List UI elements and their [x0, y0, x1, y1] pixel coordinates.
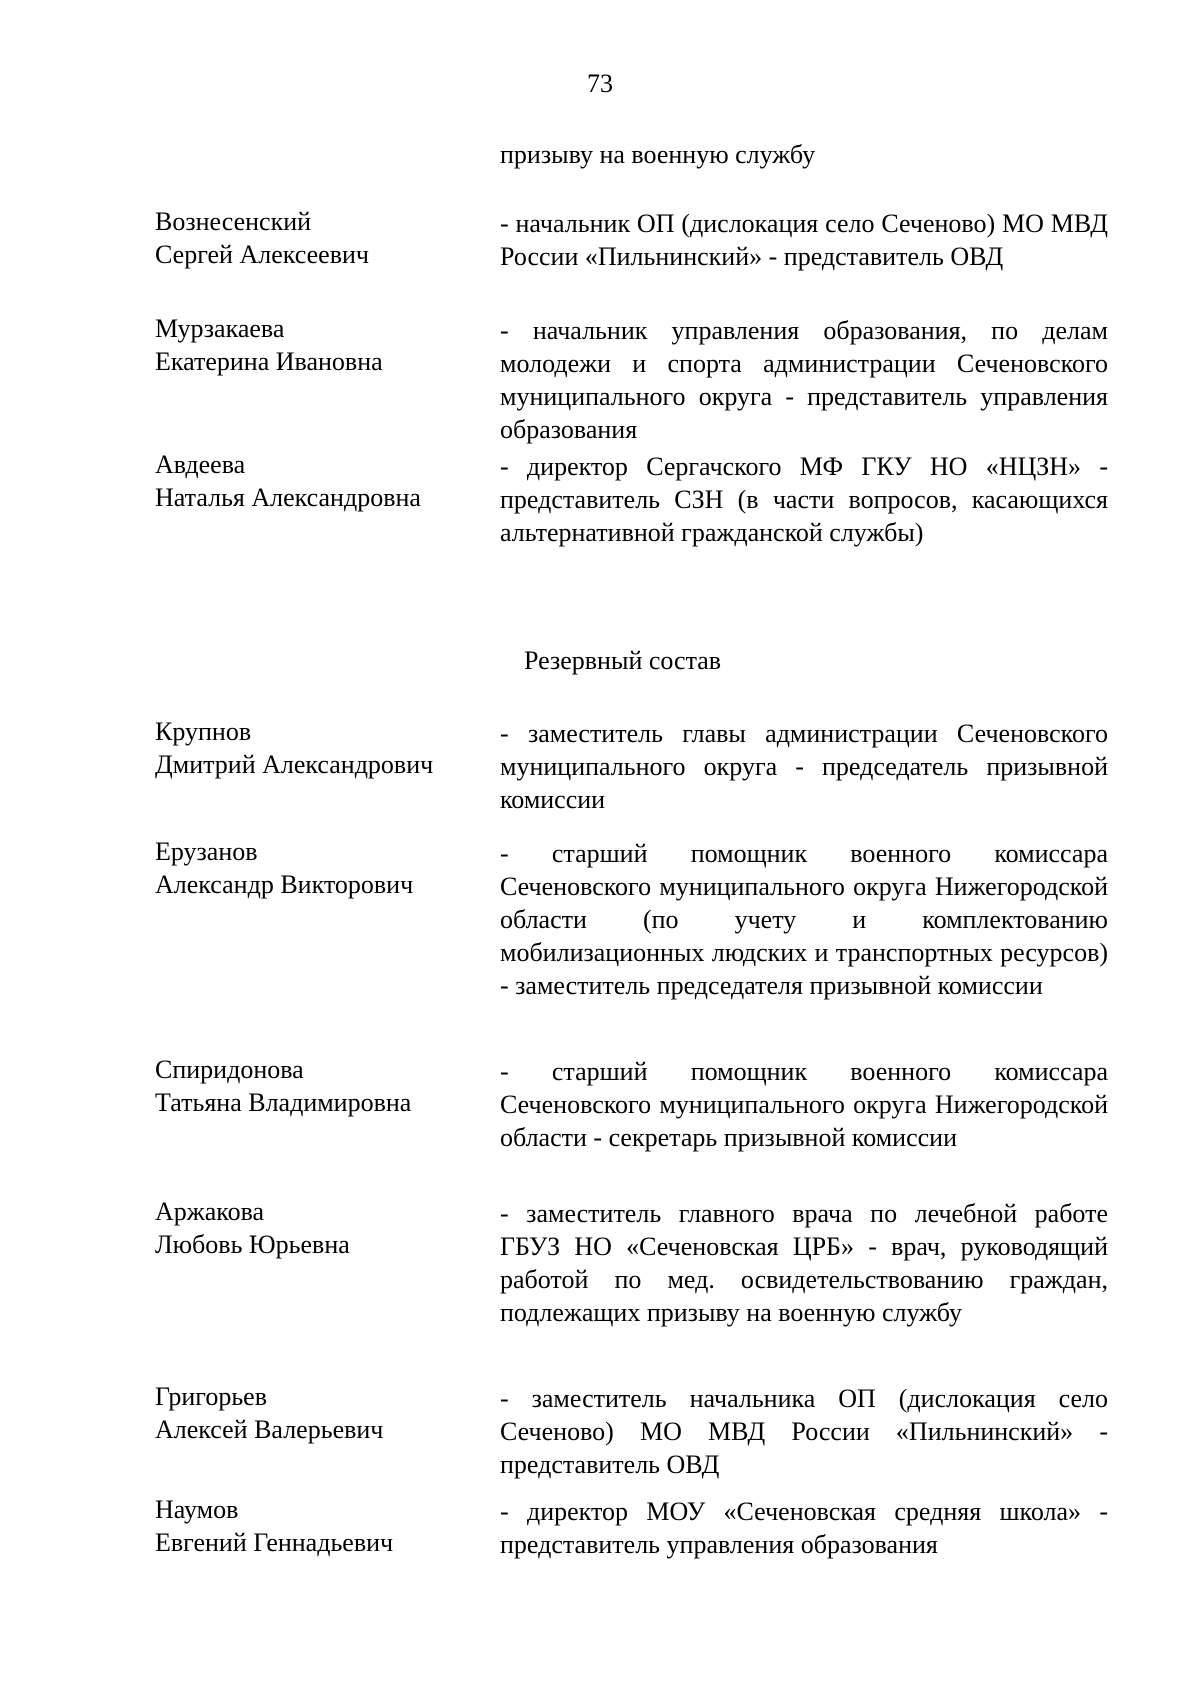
member-role: - заместитель начальника ОП (дислокация село Сеченово) МО МВД России «Пильнинский» - представитель ОВД: [500, 1384, 1108, 1479]
member-name: [155, 448, 485, 514]
member-last-name: Вознесенский: [155, 207, 312, 236]
member-first-names: Алексей Валерьевич: [155, 1415, 384, 1444]
member-name: [155, 1195, 485, 1261]
member-name: [155, 1380, 485, 1446]
continuation-text: призыву на военную службу: [500, 140, 816, 169]
member-last-name: Ерузанов: [155, 837, 258, 866]
member-last-name: Аржакова: [155, 1197, 265, 1226]
member-name: [155, 1053, 485, 1119]
member-last-name: Мурзакаева: [155, 314, 285, 343]
member-first-names: Евгений Геннадьевич: [155, 1528, 394, 1557]
section-title-reserve: Резервный состав: [524, 646, 722, 675]
member-last-name: Спиридонова: [155, 1055, 304, 1084]
member-role: - директор Сергачского МФ ГКУ НО «НЦЗН» - представитель СЗН (в части вопросов, касающихся альтернативной гражданской службы): [500, 452, 1108, 547]
member-role: - заместитель главного врача по лечебной работе ГБУЗ НО «Сеченовская ЦРБ» - врач, руководящий работой по мед. освидетельствованию граждан, подлежащих призыву на военную службу: [500, 1199, 1108, 1327]
member-last-name: Наумов: [155, 1495, 239, 1524]
member-role: - начальник управления образования, по делам молодежи и спорта администрации Сеченовского муниципального округа - представитель управления образования: [500, 316, 1108, 444]
member-last-name: Авдеева: [155, 450, 246, 479]
member-name: [155, 205, 485, 271]
member-role: - директор МОУ «Сеченовская средняя школа» - представитель управления образования: [500, 1497, 1108, 1559]
member-first-names: Екатерина Ивановна: [155, 347, 383, 376]
member-name: [155, 312, 485, 378]
member-first-names: Любовь Юрьевна: [155, 1230, 350, 1259]
member-role: - заместитель главы администрации Сеченовского муниципального округа - председатель призывной комиссии: [500, 719, 1108, 814]
member-name: [155, 835, 485, 901]
member-name: [155, 1493, 485, 1559]
member-first-names: Татьяна Владимировна: [155, 1088, 412, 1117]
page-number: 73: [587, 69, 613, 98]
member-first-names: Сергей Алексеевич: [155, 240, 369, 269]
member-first-names: Александр Викторович: [155, 870, 414, 899]
member-first-names: Дмитрий Александрович: [155, 750, 434, 779]
member-role: - начальник ОП (дислокация село Сеченово) МО МВД России «Пильнинский» - представитель ОВД: [500, 209, 1108, 271]
member-role: - старший помощник военного комиссара Сеченовского муниципального округа Нижегородской области - секретарь призывной комиссии: [500, 1057, 1108, 1152]
member-last-name: Крупнов: [155, 717, 252, 746]
member-last-name: Григорьев: [155, 1382, 267, 1411]
member-role: - старший помощник военного комиссара Сеченовского муниципального округа Нижегородской области (по учету и комплектованию мобилизационных людских и транспортных ресурсов) - заместитель председателя призывной комиссии: [500, 839, 1108, 1000]
member-name: [155, 715, 485, 781]
member-first-names: Наталья Александровна: [155, 483, 421, 512]
